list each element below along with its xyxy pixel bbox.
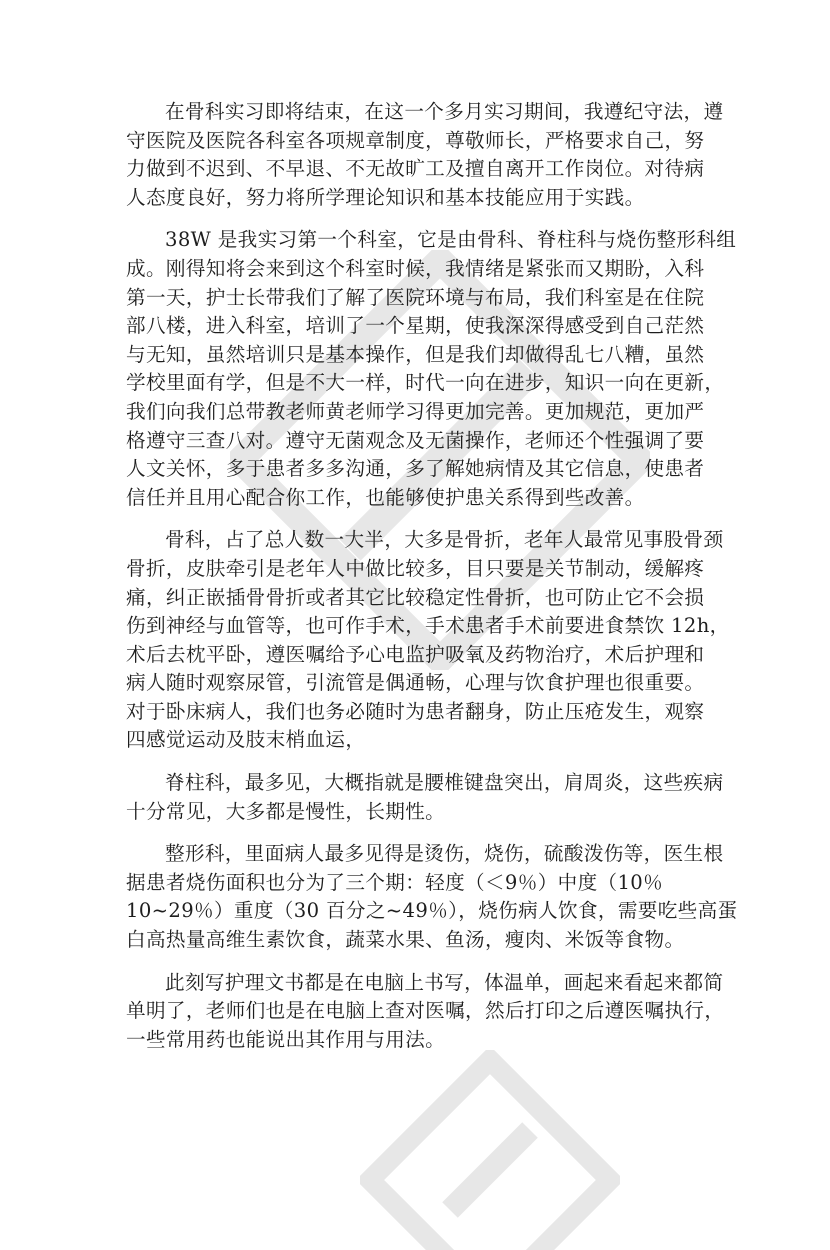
paragraph-nursing-records — [126, 969, 726, 1055]
text-line: 信任并且用心配合你工作，也能够使护患关系得到些改善。 — [126, 485, 645, 509]
paragraph-intro — [126, 98, 726, 212]
text-line: 10~29％）重度（30 百分之~49％），烧伤病人饮食，需要吃些高蛋 — [126, 899, 738, 923]
text-line: 痛，纠正嵌插骨骨折或者其它比较稳定性骨折，也可防止它不会损 — [126, 585, 705, 609]
text-line: 第一天，护士长带我们了解了医院环境与布局，我们科室是在住院 — [126, 285, 705, 309]
text-line: 此刻写护理文书都是在电脑上书写，体温单，画起来看起来都简 — [165, 970, 724, 994]
text-line: 与无知，虽然培训只是基本操作，但是我们却做得乱七八糟，虽然 — [126, 342, 705, 366]
text-line: 病人随时观察尿管，引流管是偶通畅，心理与饮食护理也很重要。 — [126, 671, 705, 695]
text-line: 据患者烧伤面积也分为了三个期：轻度（＜9％）中度（10％ — [126, 870, 664, 894]
text-line: 成。刚得知将会来到这个科室时候，我情绪是紧张而又期盼，入科 — [126, 256, 705, 280]
text-line: 我们向我们总带教老师黄老师学习得更加完善。更加规范，更加严 — [126, 399, 705, 423]
text-line: 部八楼，进入科室，培训了一个星期，使我深深得感受到自己茫然 — [126, 314, 705, 338]
text-line: 整形科，里面病人最多见得是烫伤，烧伤，硫酸泼伤等，医生根 — [165, 842, 724, 866]
text-line: 十分常见，大多都是慢性，长期性。 — [126, 799, 446, 823]
text-line: 伤到神经与血管等，也可作手术，手术患者手术前要进食禁饮 12h， — [126, 614, 730, 638]
paragraph-orthopedics — [126, 526, 730, 755]
text-line: 学校里面有学，但是不大一样，时代一向在进步，知识一向在更新， — [126, 371, 725, 395]
diamond-logo-watermark-icon — [360, 1050, 620, 1250]
text-line: 术后去枕平卧，遵医嘱给予心电监护吸氧及药物治疗，术后护理和 — [126, 642, 705, 666]
text-line: 格遵守三查八对。遵守无菌观念及无菌操作，老师还个性强调了要 — [126, 428, 705, 452]
text-line: 在骨科实习即将结束，在这一个多月实习期间，我遵纪守法，遵 — [165, 100, 724, 123]
text-line: 人文关怀，多于患者多多沟通，多了解她病情及其它信息，使患者 — [126, 457, 705, 481]
paragraph-spine — [126, 769, 726, 826]
text-line: 38W 是我实习第一个科室，它是由骨科、脊柱科与烧伤整形科组 — [165, 228, 737, 252]
text-line: 骨科，占了总人数一大半，大多是骨折，老年人最常见事股骨颈 — [165, 528, 724, 552]
paragraph-department-38w — [126, 226, 737, 512]
text-line: 单明了，老师们也是在电脑上查对医嘱，然后打印之后遵医嘱执行， — [126, 999, 725, 1023]
text-line: 人态度良好，努力将所学理论知识和基本技能应用于实践。 — [126, 185, 645, 209]
text-line: 力做到不迟到、不早退、不无故旷工及擅自离开工作岗位。对待病 — [126, 157, 705, 181]
text-line: 骨折，皮肤牵引是老年人中做比较多，目只要是关节制动，缓解疼 — [126, 556, 705, 580]
text-line: 守医院及医院各科室各项规章制度，尊敬师长，严格要求自己，努 — [126, 128, 705, 152]
text-line: 一些常用药也能说出其作用与用法。 — [126, 1027, 446, 1051]
text-line: 白高热量高维生素饮食，蔬菜水果、鱼汤，瘦肉、米饭等食物。 — [126, 928, 685, 952]
paragraph-plastic-surgery — [126, 840, 738, 954]
text-line: 脊柱科，最多见，大概指就是腰椎键盘突出，肩周炎，这些疾病 — [165, 771, 724, 795]
text-line: 四感觉运动及肢末梢血运， — [126, 728, 366, 752]
document-body — [126, 98, 738, 1068]
text-line: 对于卧床病人，我们也务必随时为患者翻身，防止压疮发生，观察 — [126, 699, 705, 723]
